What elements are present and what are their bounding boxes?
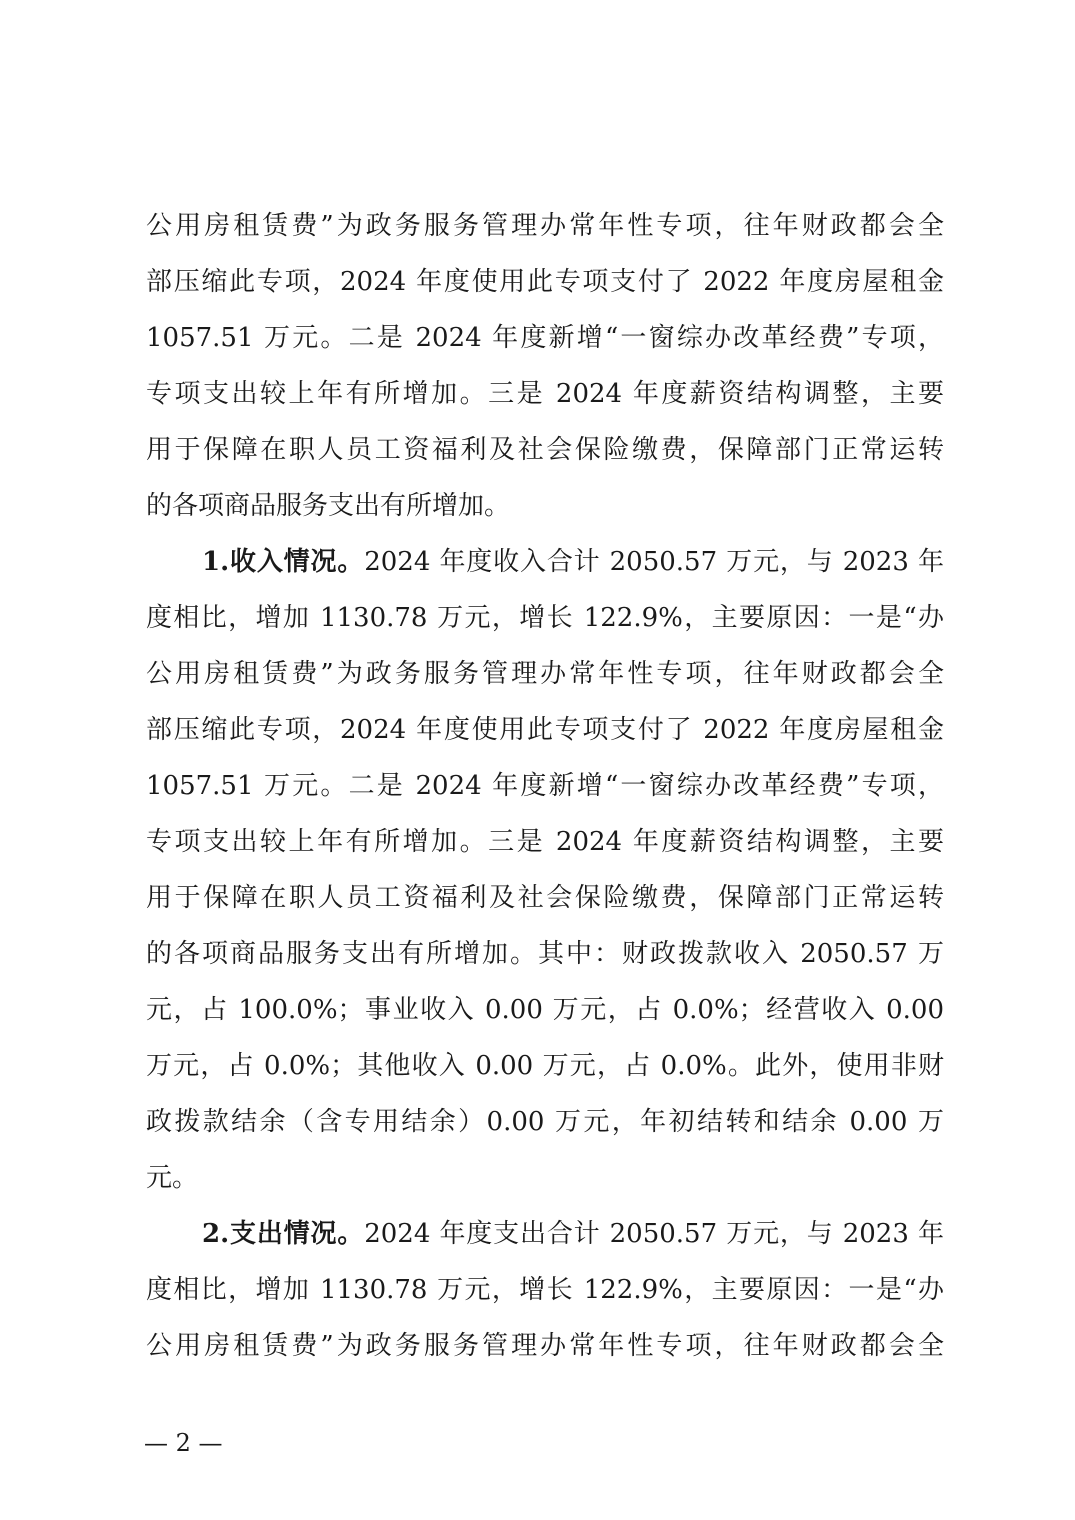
text-line: 公用房租赁费”为政务服务管理办常年性专项，往年财政都会全 bbox=[146, 659, 944, 689]
text-line: 用于保障在职人员工资福利及社会保险缴费，保障部门正常运转 bbox=[146, 883, 944, 913]
text-line: 政拨款结余（含专用结余）0.00 万元，年初结转和结余 0.00 万 bbox=[146, 1107, 944, 1137]
expenditure-first-line-text: 2024 年度支出合计 2050.57 万元，与 2023 年 bbox=[364, 1219, 944, 1249]
text-line: 元。 bbox=[146, 1163, 199, 1193]
text-line: 万元，占 0.0%；其他收入 0.00 万元，占 0.0%。此外，使用非财 bbox=[146, 1051, 944, 1081]
text-line: 元，占 100.0%；事业收入 0.00 万元，占 0.0%；经营收入 0.00 bbox=[146, 995, 944, 1025]
text-line: 专项支出较上年有所增加。三是 2024 年度薪资结构调整，主要 bbox=[146, 827, 944, 857]
income-first-line bbox=[202, 534, 944, 590]
text-line: 的各项商品服务支出有所增加。其中：财政拨款收入 2050.57 万 bbox=[146, 939, 944, 969]
text-line: 度相比，增加 1130.78 万元，增长 122.9%，主要原因：一是“办 bbox=[146, 1275, 944, 1305]
text-line: 公用房租赁费”为政务服务管理办常年性专项，往年财政都会全 bbox=[146, 1331, 944, 1361]
text-line: 1057.51 万元。二是 2024 年度新增“一窗综办改革经费”专项， bbox=[146, 771, 944, 801]
page-number: — 2 — bbox=[144, 1429, 223, 1457]
text-line: 1057.51 万元。二是 2024 年度新增“一窗综办改革经费”专项， bbox=[146, 323, 944, 353]
text-line: 专项支出较上年有所增加。三是 2024 年度薪资结构调整，主要 bbox=[146, 379, 944, 409]
income-first-line-text: 2024 年度收入合计 2050.57 万元，与 2023 年 bbox=[364, 547, 944, 577]
text-line: 部压缩此专项，2024 年度使用此专项支付了 2022 年度房屋租金 bbox=[146, 715, 944, 745]
text-line: 的各项商品服务支出有所增加。 bbox=[146, 491, 511, 521]
text-line: 公用房租赁费”为政务服务管理办常年性专项，往年财政都会全 bbox=[146, 211, 944, 241]
text-line: 部压缩此专项，2024 年度使用此专项支付了 2022 年度房屋租金 bbox=[146, 267, 944, 297]
expenditure-first-line bbox=[202, 1206, 944, 1262]
expenditure-heading: 2.支出情况。 bbox=[202, 1219, 365, 1249]
income-heading: 1.收入情况。 bbox=[202, 547, 365, 577]
text-line: 用于保障在职人员工资福利及社会保险缴费，保障部门正常运转 bbox=[146, 435, 944, 465]
text-line: 度相比，增加 1130.78 万元，增长 122.9%，主要原因：一是“办 bbox=[146, 603, 944, 633]
